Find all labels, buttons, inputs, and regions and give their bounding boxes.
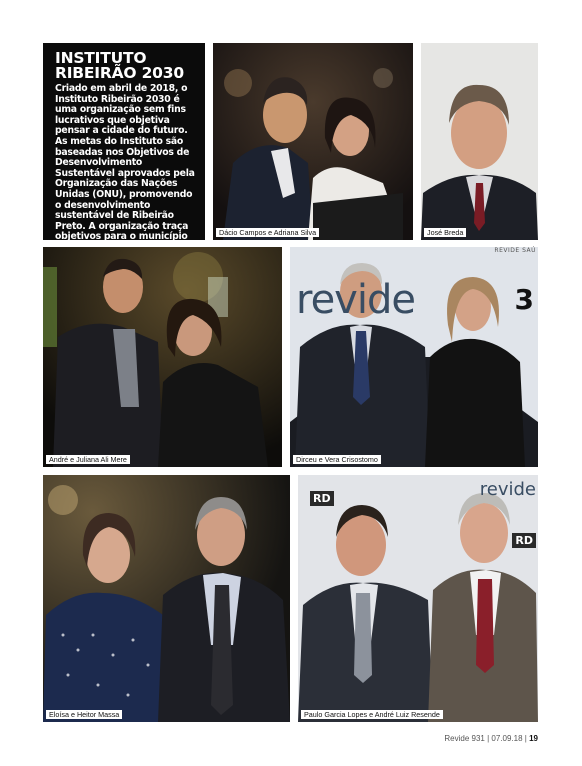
article-body [55, 84, 197, 264]
photo-1-caption: Dácio Campos e Adriana Silva [216, 228, 319, 237]
photo-6-caption: Paulo Garcia Lopes e André Luiz Resende [301, 710, 443, 719]
footer-date: 07.09.18 [491, 734, 523, 743]
photo-dirceu-vera [290, 247, 538, 467]
photo-eloisa-heitor [43, 475, 290, 722]
backdrop-number: 3 [514, 283, 534, 316]
article-text-box [43, 43, 205, 243]
backdrop-rd-badge-right: RD [512, 533, 536, 548]
page-number: 19 [529, 734, 538, 743]
photo-2-image [421, 43, 538, 240]
photo-4-caption: Dirceu e Vera Crisostomo [293, 455, 381, 464]
photo-5-caption: Eloísa e Heitor Massa [46, 710, 122, 719]
footer-separator-2: | [524, 734, 527, 743]
photo-paulo-andre [298, 475, 538, 722]
photo-andre-juliana [43, 247, 282, 467]
photo-3-image [43, 247, 282, 467]
footer-magazine: Revide 931 [444, 734, 485, 743]
photo-6-image [298, 475, 538, 722]
article-body-text: Criado em abril de 2018, o Instituto Ribeirão 2030 é uma organização sem fins lucrativos que objetiva pensar a cidade do futuro. As metas do Instituto são baseadas nos Objetivos de Desenvolvimento Sustentável aprovados pela Organização das Nações Unidas (ONU), promovendo o desenvolvimento sustentável de Ribeirão Preto. A organização traça objetivos para o município [55, 83, 195, 243]
page-footer [444, 734, 538, 743]
photo-1-image [213, 43, 413, 240]
backdrop-logo-text: revide [296, 277, 415, 323]
photo-jose-breda [421, 43, 538, 240]
title-line-1: INSTITUTO [55, 49, 147, 67]
photo-2-caption: José Breda [424, 228, 466, 237]
photo-3-caption: André e Juliana Ali Mere [46, 455, 130, 464]
backdrop-top-text: REVIDE SAÚ [494, 247, 536, 254]
photo-dacio-adriana [213, 43, 413, 240]
backdrop-logo-text-2: revide [479, 479, 536, 500]
title-line-2: RIBEIRÃO 2030 [55, 64, 184, 82]
article-title [55, 51, 197, 81]
backdrop-rd-badge: RD [310, 491, 334, 506]
photo-5-image [43, 475, 290, 722]
footer-separator-1: | [487, 734, 490, 743]
